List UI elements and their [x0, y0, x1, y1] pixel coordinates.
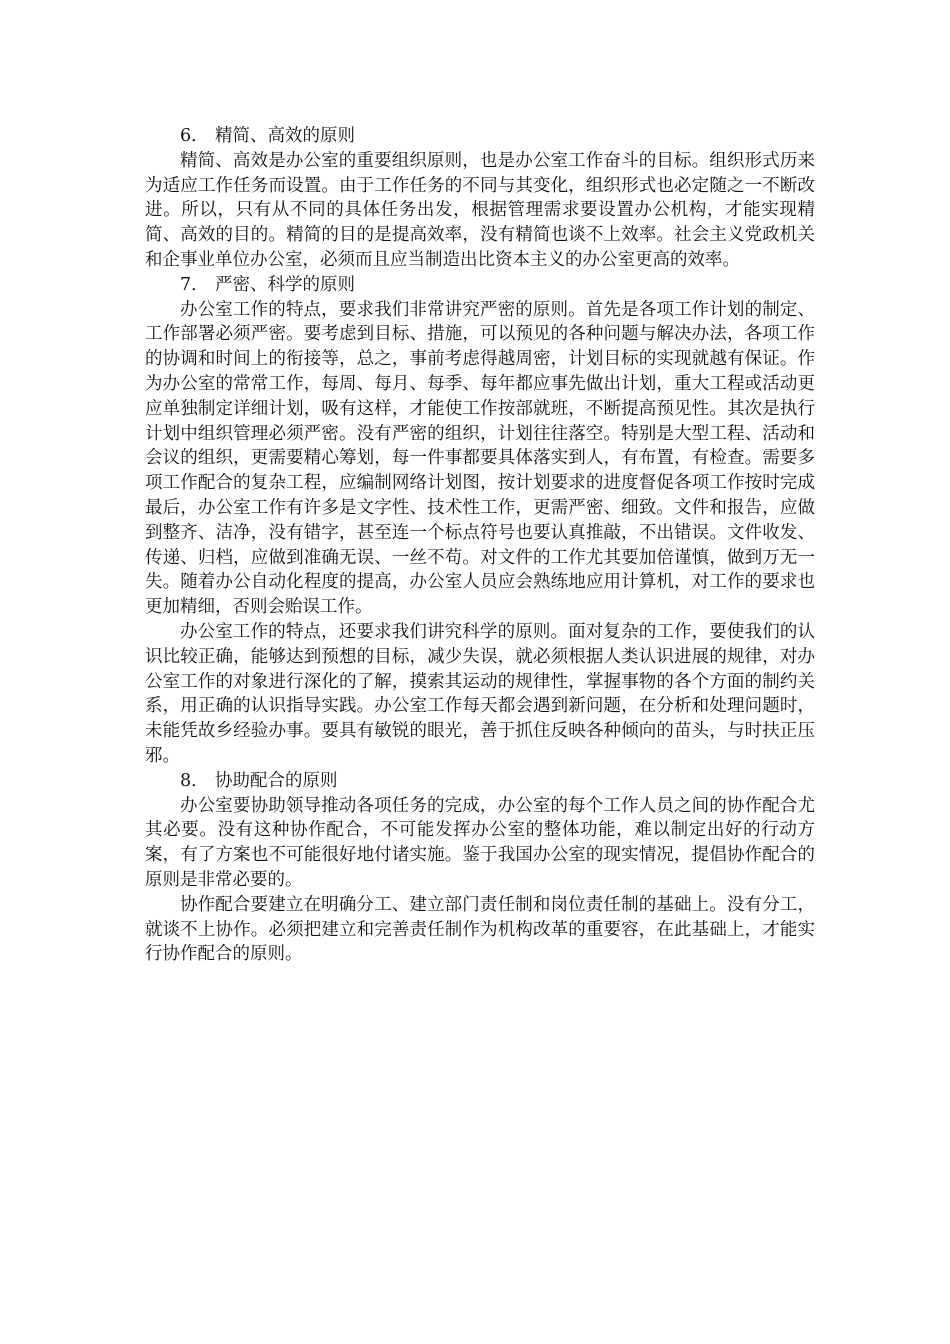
section-heading-8: [145, 769, 815, 794]
paragraph: 办公室工作的特点，还要求我们讲究科学的原则。面对复杂的工作，要使我们的认识比较正确，能够达到预想的目标，减少失误，就必须根据人类认识进展的规律，对办公室工作的对象进行深化的了解，摸索其运动的规律性，掌握事物的各个方面的制约关系，用正确的认识指导实践。办公室工作每天都会遇到新问题，在分析和处理问题时，未能凭故乡经验办事。要具有敏锐的眼光，善于抓住反映各种倾向的苗头，与时扶正压邪。: [145, 621, 815, 766]
paragraph: 办公室工作的特点，要求我们非常讲究严密的原则。首先是各项工作计划的制定、工作部署必须严密。要考虑到目标、措施，可以预见的各种问题与解决办法，各项工作的协调和时间上的衔接等，总之，事前考虑得越周密，计划目标的实现就越有保证。作为办公室的常常工作，每周、每月、每季、每年都应事先做出计划，重大工程或活动更应单独制定详细计划，吸有这样，才能使工作按部就班，不断提高预见性。其次是执行计划中组织管理必须严密。没有严密的组织，计划往往落空。特别是大型工程、活动和会议的组织，更需要精心筹划，每一件事都要具体落实到人，有布置，有检查。需要多项工作配合的复杂工程，应编制网络计划图，按计划要求的进度督促各项工作按时完成最后，办公室工作有许多是文字性、技术性工作，更需严密、细致。文件和报告，应做到整齐、洁净，没有错字，甚至连一个标点符号也要认真推敲，不出错误。文件收发、传递、归档，应做到准确无误、一丝不苟。对文件的工作尤其要加倍谨慎，做到万无一失。随着办公自动化程度的提高，办公室人员应会熟练地应用计算机，对工作的要求也更加精细，否则会贻误工作。: [145, 299, 815, 618]
section-heading-6: [145, 124, 815, 149]
section-number: 7．: [180, 274, 209, 295]
section-heading-7: [145, 273, 815, 298]
section-number: 8．: [180, 770, 209, 791]
section-title: 协助配合的原则: [215, 770, 338, 791]
section-title: 精简、高效的原则: [215, 126, 355, 146]
paragraph: 办公室要协助领导推动各项任务的完成，办公室的每个工作人员之间的协作配合尤其必要。没有这种协作配合，不可能发挥办公室的整体功能，难以制定出好的行动方案，有了方案也不可能很好地付诸实施。鉴于我国办公室的现实情况，提倡协作配合的原则是非常必要的。: [145, 795, 815, 890]
section-title: 严密、科学的原则: [215, 274, 355, 295]
paragraph: 协作配合要建立在明确分工、建立部门责任制和岗位责任制的基础上。没有分工，就谈不上协作。必须把建立和完善责任制作为机构改革的重要容，在此基础上，才能实行协作配合的原则。: [145, 894, 815, 965]
section-number: 6．: [180, 126, 209, 146]
paragraph: 精简、高效是办公室的重要组织原则，也是办公室工作奋斗的目标。组织形式历来为适应工作任务而设置。由于工作任务的不同与其变化，组织形式也必定随之一不断改进。所以，只有从不同的具体任务出发，根据管理需求要设置办公机构，才能实现精简、高效的目的。精简的目的是提高效率，没有精简也谈不上效率。社会主义党政机关和企事业单位办公室，必须而且应当制造出比资本主义的办公室更高的效率。: [145, 150, 815, 270]
document-body: [145, 124, 815, 967]
